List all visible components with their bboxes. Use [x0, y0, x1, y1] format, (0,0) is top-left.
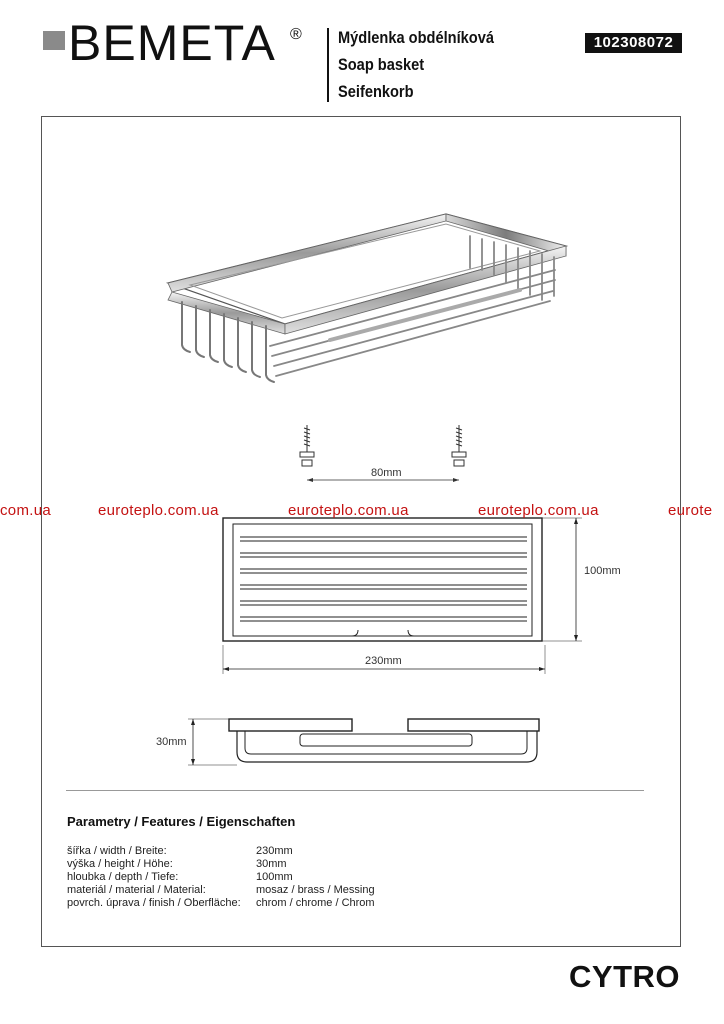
series-name: CYTRO	[569, 959, 680, 994]
spec-value-height: 30mm	[256, 858, 287, 870]
spec-label-material: materiál / material / Material:	[67, 884, 206, 896]
dim-label-width: 230mm	[365, 655, 402, 667]
spec-label-depth: hloubka / depth / Tiefe:	[67, 871, 179, 883]
dim-label-height: 30mm	[156, 736, 187, 748]
side-view-drawing	[188, 719, 539, 765]
spec-value-finish: chrom / chrome / Chrom	[256, 897, 375, 909]
spec-label-finish: povrch. úprava / finish / Oberfläche:	[67, 897, 241, 909]
top-view-drawing	[223, 518, 582, 674]
watermark: euroteplo.com.ua	[98, 502, 219, 519]
spec-value-depth: 100mm	[256, 871, 293, 883]
product-title-cz: Mýdlenka obdélníková	[338, 28, 494, 47]
features-divider	[66, 790, 644, 791]
brand-logo: BEMETA	[68, 15, 276, 71]
product-title-de: Seifenkorb	[338, 82, 414, 101]
watermark: euroteplo.com.ua	[478, 502, 599, 519]
features-title: Parametry / Features / Eigenschaften	[67, 814, 296, 829]
dim-label-depth: 100mm	[584, 565, 621, 577]
product-3d-view	[168, 214, 566, 382]
watermark: eurote	[668, 502, 713, 519]
spec-value-material: mosaz / brass / Messing	[256, 884, 375, 896]
watermark: euroteplo.com.ua	[288, 502, 409, 519]
product-code-badge: 102308072	[585, 33, 682, 53]
spec-value-width: 230mm	[256, 845, 293, 857]
registered-mark: ®	[290, 26, 302, 43]
dim-label-mount: 80mm	[371, 467, 402, 479]
spec-label-height: výška / height / Höhe:	[67, 858, 173, 870]
watermark: com.ua	[0, 502, 51, 519]
product-title-en: Soap basket	[338, 55, 425, 74]
spec-label-width: šířka / width / Breite:	[67, 845, 167, 857]
